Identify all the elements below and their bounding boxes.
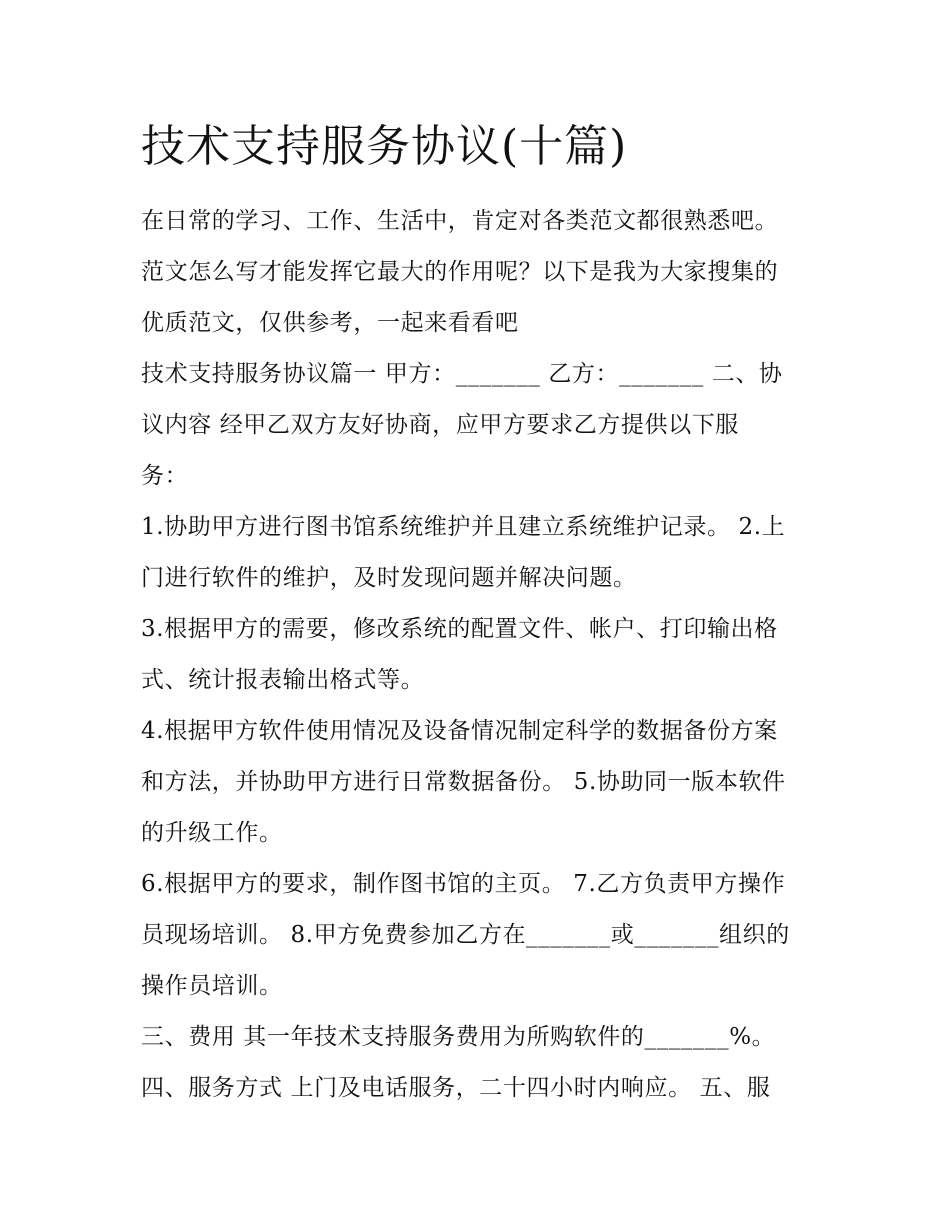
body-line: 4.根据甲方软件使用情况及设备情况制定科学的数据备份方案 (141, 718, 778, 744)
body-line: 四、服务方式 上门及电话服务，二十四小时内响应。 五、服 (141, 1075, 771, 1101)
body-line: 三、费用 其一年技术支持服务费用为所购软件的_______%。 (141, 1024, 776, 1050)
body-line: 6.根据甲方的要求，制作图书馆的主页。 7.乙方负责甲方操作 (141, 871, 786, 897)
body-line: 务： (141, 463, 189, 489)
body-line: 在日常的学习、工作、生活中，肯定对各类范文都很熟悉吧。 (141, 208, 779, 234)
document-title: 技术支持服务协议(十篇) (141, 121, 628, 172)
body-line: 员现场培训。 8.甲方免费参加乙方在_______或_______组织的 (141, 922, 790, 948)
body-line: 式、统计报表输出格式等。 (141, 667, 425, 693)
body-line: 和方法，并协助甲方进行日常数据备份。 5.协助同一版本软件 (141, 769, 786, 795)
body-line: 的升级工作。 (141, 820, 283, 846)
document-body (141, 196, 813, 1114)
body-line: 议内容 经甲乙双方友好协商，应甲方要求乙方提供以下服 (141, 412, 739, 438)
body-line: 优质范文，仅供参考，一起来看看吧 (141, 310, 519, 336)
body-line: 范文怎么写才能发挥它最大的作用呢？以下是我为大家搜集的 (141, 259, 779, 285)
body-line: 操作员培训。 (141, 973, 283, 999)
body-line: 1.协助甲方进行图书馆系统维护并且建立系统维护记录。 2.上 (141, 514, 786, 540)
body-line: 门进行软件的维护，及时发现问题并解决问题。 (141, 565, 637, 591)
body-line: 3.根据甲方的需要，修改系统的配置文件、帐户、打印输出格 (141, 616, 778, 642)
body-line: 技术支持服务协议篇一 甲方：_______ 乙方：_______ 二、协 (141, 361, 783, 387)
